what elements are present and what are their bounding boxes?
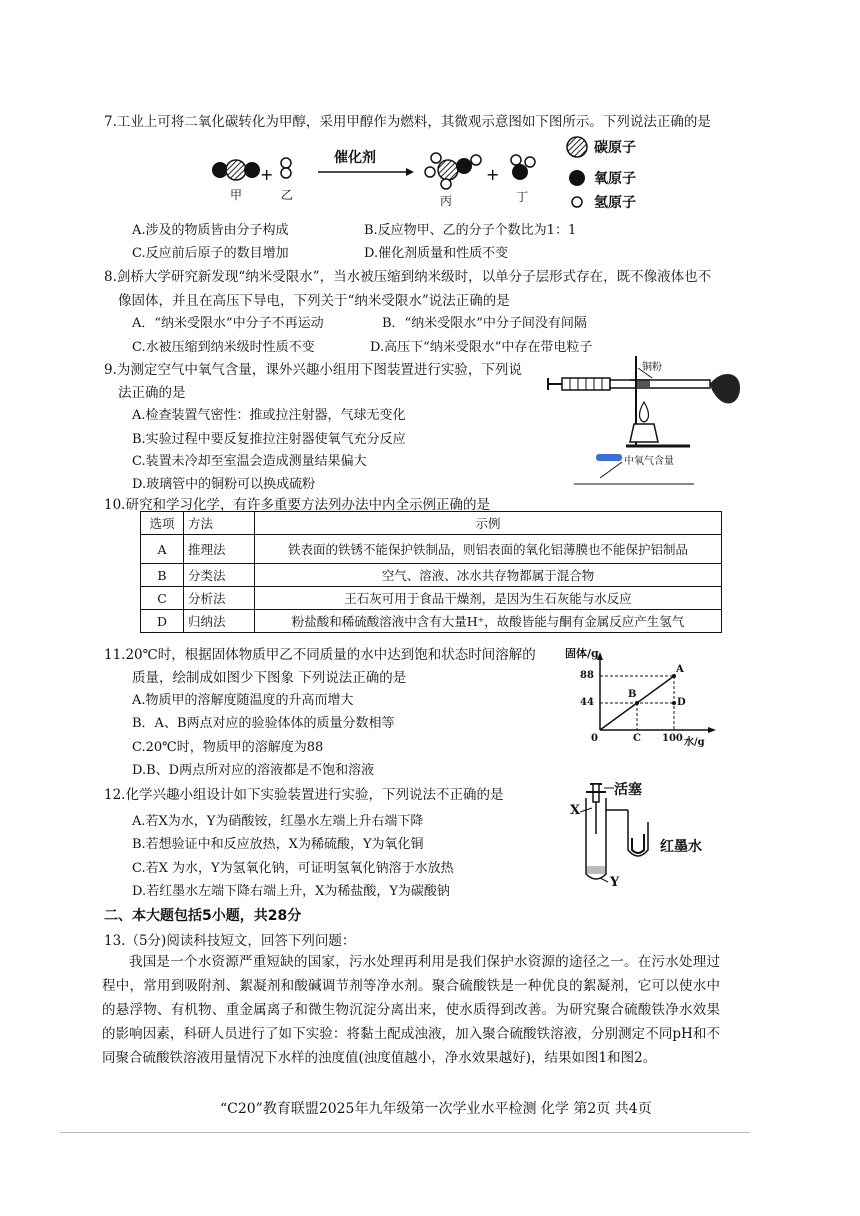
q11-x-tick-0: 0 (591, 733, 598, 744)
q12-stopcock-label: 活塞 (614, 782, 642, 798)
q9-option-b: B.实验过程中要反复推拉注射器使氧气充分反应 (132, 432, 406, 447)
molecule-bing (425, 153, 481, 189)
q7-label-ding: 丁 (516, 190, 529, 204)
q8-option-c: C.水被压缩到纳米级时性质不变 (132, 340, 315, 355)
q7-label-yi: 乙 (281, 188, 294, 202)
q7-catalyst-label: 催化剂 (334, 150, 376, 166)
point-b (635, 701, 639, 705)
q10-methods-table (140, 511, 722, 633)
q8-option-a: A．“纳米受限水”中分子不再运动 (132, 316, 324, 331)
footer-divider (60, 1132, 750, 1133)
q8-stem-line1: 8.剑桥大学研究新发现“纳米受限水”，当水被压缩到纳米级时，以单分子层形式存在，既不像液体也不 (104, 269, 712, 285)
point-d (672, 701, 676, 705)
q9-option-c: C.装置未冷却至室温会造成测量结果偏大 (132, 454, 367, 469)
q12-option-a: A.若X为水，Y为硝酸铵，红墨水左端上升右端下降 (132, 814, 424, 829)
legend-hydrogen: 氢原子 (594, 195, 636, 211)
section2-heading: 二、本大题包括5小题，共28分 (104, 908, 302, 924)
q11-option-a: A.物质甲的溶解度随温度的升高而增大 (132, 693, 354, 708)
molecule-yi (281, 158, 291, 178)
q12-y-label: Y (610, 875, 620, 890)
table-cell: 分析法 (184, 587, 255, 610)
q11-stem-line1: 11.20℃时，根据固体物质甲乙不同质量的水中达到饱和状态时间溶解的 (104, 647, 536, 663)
q7-label-jia: 甲 (230, 188, 243, 202)
q9-option-a: A.检查装置气密性：推或拉注射器，气球无变化 (132, 408, 406, 423)
q11-label-d: D (677, 697, 686, 708)
q11-option-c: C.20℃时，物质甲的溶解度为88 (132, 740, 324, 755)
q8-stem-line2: 像固体，并且在高压下导电，下列关于“纳米受限水”说法正确的是 (118, 293, 510, 309)
table-cell: C (141, 587, 184, 610)
q11-label-a: A (676, 664, 684, 675)
table-cell: D (141, 610, 184, 633)
q12-ink-label: 红墨水 (660, 839, 702, 855)
table-header-cell: 选项 (141, 512, 184, 535)
q10-stem: 10.研究和学习化学，有许多重要方法列办法中内全示例正确的是 (104, 497, 490, 513)
q8-option-b: B．“纳米受限水”中分子间没有间隔 (382, 316, 587, 331)
oxygen-atom-icon (569, 170, 585, 186)
q11-label-b: B (628, 689, 637, 700)
q12-stem: 12.化学兴趣小组设计如下实验装置进行实验，下列说法不正确的是 (104, 787, 504, 803)
table-header-row (141, 512, 722, 535)
table-row (141, 564, 722, 587)
q7-option-a: A.涉及的物质皆由分子构成 (132, 223, 289, 238)
q7-option-b: B.反应物甲、乙的分子个数比为1：1 (364, 223, 577, 238)
table-row (141, 535, 722, 564)
hydrogen-atom-icon (572, 197, 582, 207)
svg-text:+: + (486, 165, 500, 184)
table-cell: 铁表面的铁锈不能保护铁制品，则铝表面的氧化铝薄膜也不能保护铝制品 (255, 535, 722, 564)
q9-stem-line2: 法正确的是 (118, 385, 186, 401)
q7-reaction-diagram (200, 140, 560, 212)
table-row (141, 587, 722, 610)
q12-x-label: X (570, 803, 581, 818)
q11-x-tick-c: C (633, 733, 641, 744)
table-cell: 王石灰可用于食品干燥剂，是因为生石灰能与水反应 (255, 587, 722, 610)
svg-text:+: + (260, 165, 274, 184)
table-cell: A (141, 535, 184, 564)
q7-label-bing: 丙 (440, 194, 453, 208)
page-footer: “C20”教育联盟2025年九年级第一次学业水平检测 化学 第2页 共4页 (220, 1101, 652, 1117)
table-cell: 空气、溶液、冰水共存物都属于混合物 (255, 564, 722, 587)
q7-option-c: C.反应前后原子的数目增加 (132, 246, 289, 261)
q9-stem-line1: 9.为测定空气中氧气含量，课外兴趣小组用下图装置进行实验，下列说 (104, 362, 522, 378)
q7-option-d: D.催化剂质量和性质不变 (364, 246, 509, 261)
q13-paragraph: 我国是一个水资源严重短缺的国家，污水处理再利用是我们保护水资源的途径之一。在污水处理过程中，常用到吸附剂、絮凝剂和酸碱调节剂等净水剂。聚合硫酸铁是一种优良的絮凝剂，它可以使水中的悬浮物、有机物、重金属离子和微生物沉淀分离出来，使水质得到改善。为研究聚合硫酸铁净水效果的影响因素，科研人员进行了如下实验：将黏土配成浊液，加入聚合硫酸铁溶液，分别测定不同pH和不同聚合硫酸铁溶液用量情况下水样的浊度值(浊度值越小，净水效果越好)，结果如图1和图2。 (102, 954, 720, 1066)
q9-option-d: D.玻璃管中的铜粉可以换成硫粉 (132, 477, 316, 492)
q7-legend-markers (562, 134, 592, 216)
q11-stem-line2: 质量，绘制成如图少下图象 下列说法正确的是 (132, 670, 407, 686)
q11-y-tick-88: 88 (580, 670, 594, 681)
q11-y-axis-label: 固体/g (565, 647, 599, 660)
q11-option-b: B．A、B两点对应的验验体体的质量分数相等 (132, 716, 395, 731)
q11-option-d: D.B、D两点所对应的溶液都是不饱和溶液 (132, 763, 375, 778)
molecule-jia (212, 160, 260, 180)
q12-option-b: B.若想验证中和反应放热，X为稀硫酸，Y为氧化铜 (132, 837, 424, 852)
carbon-atom-icon (567, 137, 587, 157)
molecule-ding (511, 155, 535, 180)
q9-copper-label: 铜粉 (642, 362, 662, 373)
table-cell: 粉盐酸和稀硫酸溶液中含有大量H⁺，故酸皆能与酮有金属反应产生氢气 (255, 610, 722, 633)
table-row (141, 610, 722, 633)
table-cell: 推理法 (184, 535, 255, 564)
legend-carbon: 碳原子 (594, 140, 636, 156)
q11-x-axis-label: 水/g (684, 737, 705, 748)
table-header-cell: 方法 (184, 512, 255, 535)
legend-oxygen: 氧原子 (594, 171, 636, 187)
q7-stem: 7.工业上可将二氧化碳转化为甲醇，采用甲醇作为燃料，其微观示意图如下图所示。下列说法正确的是 (104, 114, 711, 130)
table-cell: 归纳法 (184, 610, 255, 633)
q12-option-d: D.若红墨水左端下降右端上升，X为稀盐酸，Y为碳酸钠 (132, 884, 450, 899)
table-cell: B (141, 564, 184, 587)
q11-y-tick-44: 44 (580, 697, 594, 708)
q13-stem: 13.（5分)阅读科技短文，回答下列问题： (104, 933, 356, 949)
table-cell: 分类法 (184, 564, 255, 587)
q9-bottom-label: 中氧气含量 (624, 456, 674, 467)
table-header-cell: 示例 (255, 512, 722, 535)
q8-option-d: D.高压下“纳米受限水”中存在带电粒子 (370, 340, 593, 355)
q11-x-tick-100: 100 (662, 733, 683, 744)
q12-option-c: C.若X 为水，Y为氢氧化钠，可证明氢氧化钠溶于水放热 (132, 861, 454, 876)
